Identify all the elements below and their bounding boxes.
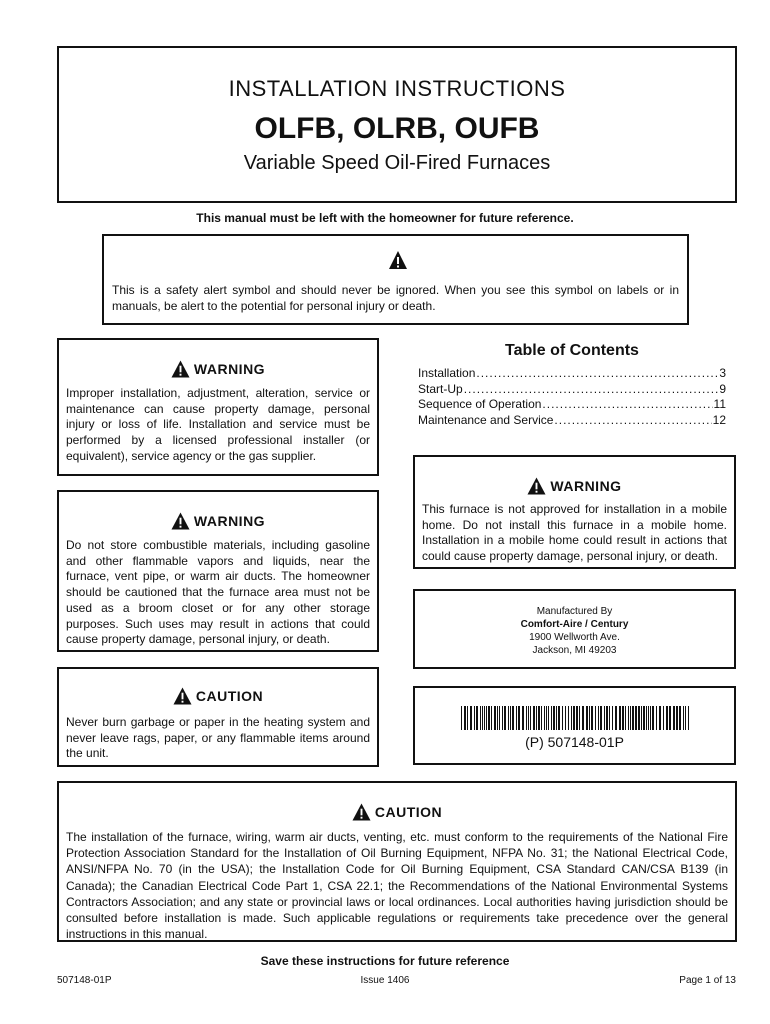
toc-entry[interactable]: [418, 382, 726, 398]
caution-box-codes: [57, 781, 737, 942]
warning-triangle-icon: [527, 477, 546, 495]
caution-text: The installation of the furnace, wiring, warm air ducts, venting, etc. must conform to the requirements of the National Fire Protection Association Standard for the Installation of Oil Burning Equipment, NFPA No. 31; the National Electrical Code, ANSI/NFPA No. 70 (in the USA); the Installation Code for Oil Burning Equipment, CSA Standard CAN/CSA B139 (in Canada); the Canadian Electrical Code Part 1, CSA 22.1; the Recommendations of the National Environmental Systems Contractors Association; and any state or provincial laws or local ordinances. Local authorities having jurisdiction should be consulted before installation is made. Such applicable regulations or requirements take precedence over the general instructions in this manual.: [66, 830, 728, 942]
table-of-contents: [418, 342, 726, 428]
toc-leader-dots: [476, 366, 718, 382]
caution-heading-label: CAUTION: [195, 688, 264, 704]
manufacturer-name: Comfort-Aire / Century: [520, 619, 629, 630]
toc-entry[interactable]: [418, 366, 726, 382]
warning-text: Do not store combustible materials, including gasoline and other flammable vapors and liquids, near the furnace, vent pipe, or warm air ducts. The homeowner should be cautioned that the furnace area must not be used as a broom closet or for any other storage purposes. Such uses may result in actions that could cause property damage, personal injury, or death.: [66, 538, 370, 647]
warning-triangle-icon: [171, 512, 190, 530]
toc-entry-label: Start-Up: [418, 381, 463, 396]
model-numbers: OLFB, OLRB, OUFB: [254, 112, 540, 145]
warning-triangle-icon: [352, 803, 371, 821]
warning-heading: [59, 512, 377, 530]
warning-triangle-icon: [171, 360, 190, 378]
toc-entry[interactable]: [418, 397, 726, 413]
toc-title: Table of Contents: [505, 342, 639, 359]
warning-text: This furnace is not approved for installation in a mobile home. Do not install this furnace in a mobile home. Installation in a mobile home could result in actions that could cause property damage, personal injury, or death.: [422, 502, 727, 564]
caution-box-garbage: [57, 667, 379, 767]
toc-leader-dots: [464, 382, 719, 398]
warning-heading-label: WARNING: [550, 478, 622, 494]
toc-entry-page: 3: [719, 366, 726, 380]
warning-box-mobile-home: [413, 455, 736, 569]
save-instructions-note: Save these instructions for future reference: [260, 954, 510, 968]
warning-box-installation: [57, 338, 379, 476]
warning-heading: [415, 477, 734, 495]
toc-entry-label: Sequence of Operation: [418, 397, 542, 411]
toc-entry[interactable]: [418, 413, 726, 429]
barcode-image: [461, 706, 689, 730]
barcode-box: [413, 686, 736, 765]
warning-heading: [59, 360, 377, 378]
warning-triangle-icon: [388, 250, 408, 270]
homeowner-note: This manual must be left with the homeowner for future reference.: [196, 211, 574, 225]
toc-entry-page: 12: [712, 412, 726, 427]
toc-entry-label: Installation: [418, 366, 476, 380]
manufacturer-street: 1900 Wellworth Ave.: [529, 632, 620, 643]
caution-heading-label: CAUTION: [374, 804, 443, 820]
warning-triangle-icon: [173, 687, 192, 705]
document-type: INSTALLATION INSTRUCTIONS: [228, 76, 566, 101]
footer-doc-number: 507148-01P: [57, 975, 112, 986]
warning-text: Improper installation, adjustment, alteration, service or maintenance can cause property damage, personal injury or loss of life. Installation and service must be performed by a licensed professional installer (or equivalent), service agency or the gas supplier.: [66, 386, 370, 463]
manufacturer-label: Manufactured By: [536, 606, 613, 617]
caution-heading: [59, 687, 377, 705]
document-subtitle: Variable Speed Oil-Fired Furnaces: [243, 152, 551, 174]
warning-box-combustibles: [57, 490, 379, 652]
manufacturer-city: Jackson, MI 49203: [532, 645, 617, 656]
footer-issue: Issue 1406: [360, 975, 410, 986]
toc-entry-label: Maintenance and Service: [418, 412, 554, 427]
toc-leader-dots: [554, 413, 711, 429]
warning-heading-label: WARNING: [193, 513, 266, 529]
safety-alert-text: This is a safety alert symbol and should never be ignored. When you see this symbol on labels or in manuals, be alert to the potential for personal injury or death.: [112, 283, 679, 313]
toc-entry-page: 9: [719, 381, 726, 396]
safety-alert-box: [102, 234, 689, 325]
manufacturer-box: [413, 589, 736, 669]
caution-heading: [59, 803, 735, 821]
part-number: (P) 507148-01P: [525, 734, 624, 750]
toc-leader-dots: [542, 397, 712, 413]
footer-page-number: Page 1 of 13: [679, 975, 736, 986]
toc-entry-page: 11: [713, 397, 726, 411]
title-box: [57, 46, 737, 203]
warning-heading-label: WARNING: [193, 361, 266, 377]
caution-text: Never burn garbage or paper in the heating system and never leave rags, paper, or any flammable items around the unit.: [66, 715, 370, 761]
